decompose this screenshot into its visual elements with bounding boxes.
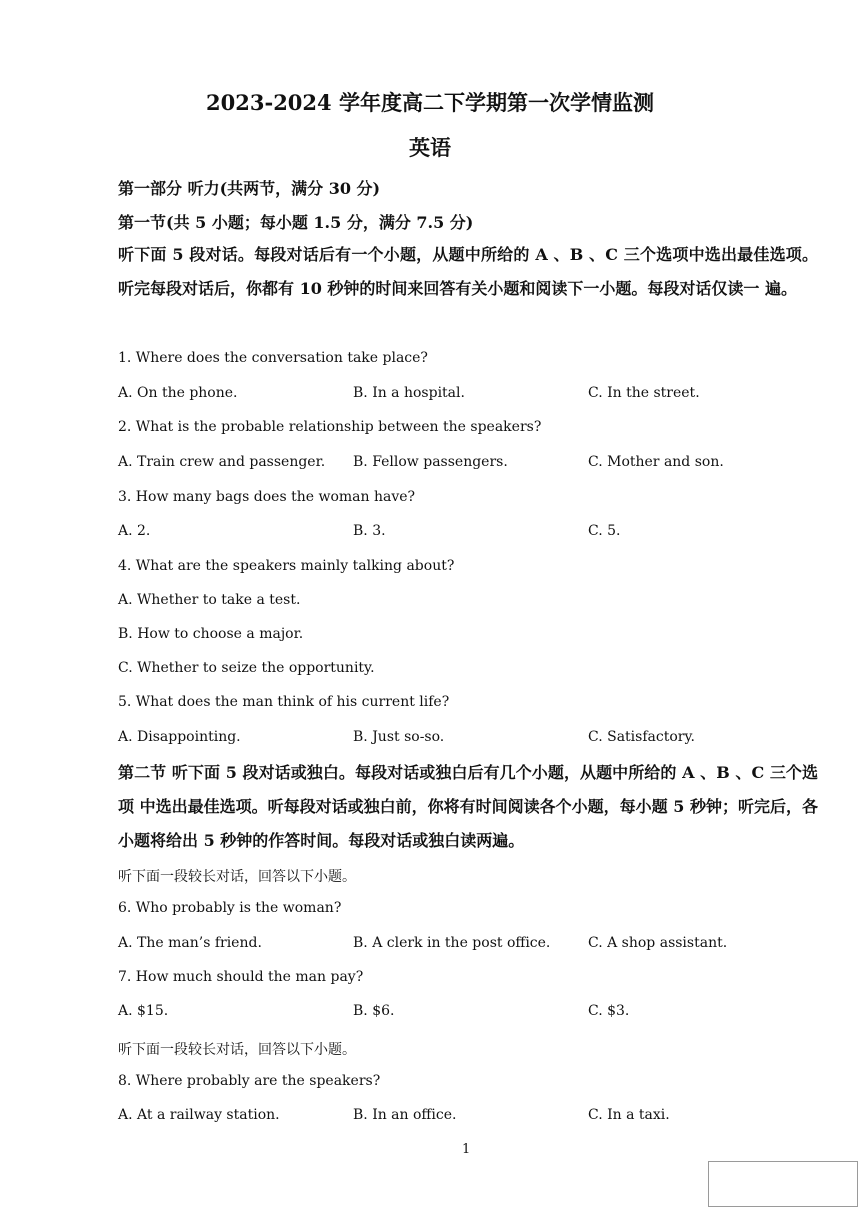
question-3: 3. How many bags does the woman have? [118, 489, 416, 505]
q3-option-b: B. 3. [353, 523, 386, 539]
q8-option-a: A. At a railway station. [118, 1107, 280, 1123]
part1-heading: 第一部分 听力(共两节，满分 30 分) [118, 179, 381, 198]
question-1: 1. Where does the conversation take place? [118, 350, 428, 366]
q1-option-c: C. In the street. [588, 385, 700, 401]
q4-option-c: C. Whether to seize the opportunity. [118, 660, 375, 676]
page-number: 1 [462, 1142, 471, 1157]
q1-option-b: B. In a hospital. [353, 385, 465, 401]
q4-option-a: A. Whether to take a test. [118, 592, 301, 608]
section2-instructions: 第二节 听下面 5 段对话或独白。每段对话或独白后有几个小题，从题中所给的 A 、B 、C 三个选项 中选出最佳选项。听每段对话或独白前，你将有时间阅读各个小题，每小题 5 秒钟；听完后，各小题将给出 5 秒钟的作答时间。每段对话或独白读两遍。 [118, 763, 818, 850]
q8-option-b: B. In an office. [353, 1107, 457, 1123]
q1-option-a: A. On the phone. [118, 385, 238, 401]
q3-option-c: C. 5. [588, 523, 621, 539]
section2-subnote-2: 听下面一段较长对话，回答以下小题。 [118, 1042, 356, 1058]
question-4: 4. What are the speakers mainly talking about? [118, 558, 455, 574]
subject-title: 英语 [409, 135, 451, 160]
exam-title: 2023-2024 学年度高二下学期第一次学情监测 [206, 90, 654, 115]
q6-option-c: C. A shop assistant. [588, 935, 728, 951]
q6-option-a: A. The man’s friend. [118, 935, 262, 951]
q4-option-b: B. How to choose a major. [118, 626, 304, 642]
q5-option-c: C. Satisfactory. [588, 729, 695, 745]
q5-option-b: B. Just so-so. [353, 729, 445, 745]
section2-subnote-1: 听下面一段较长对话，回答以下小题。 [118, 869, 356, 885]
question-2: 2. What is the probable relationship between the speakers? [118, 419, 542, 435]
q2-option-c: C. Mother and son. [588, 454, 724, 470]
q2-option-a: A. Train crew and passenger. [118, 454, 326, 470]
section1-heading: 第一节(共 5 小题；每小题 1.5 分，满分 7.5 分) [118, 213, 474, 232]
q5-option-a: A. Disappointing. [118, 729, 241, 745]
question-5: 5. What does the man think of his current life? [118, 694, 450, 710]
corner-box [708, 1161, 858, 1207]
q7-option-c: C. $3. [588, 1003, 630, 1019]
q3-option-a: A. 2. [118, 523, 151, 539]
question-6: 6. Who probably is the woman? [118, 900, 342, 916]
section1-instructions: 听下面 5 段对话。每段对话后有一个小题，从题中所给的 A 、B 、C 三个选项中选出最佳选项。听完每段对话后，你都有 10 秒钟的时间来回答有关小题和阅读下一小题。每段对话仅读一 遍。 [118, 245, 818, 298]
q8-option-c: C. In a taxi. [588, 1107, 670, 1123]
question-7: 7. How much should the man pay? [118, 969, 364, 985]
q7-option-b: B. $6. [353, 1003, 395, 1019]
q2-option-b: B. Fellow passengers. [353, 454, 508, 470]
q7-option-a: A. $15. [118, 1003, 169, 1019]
question-8: 8. Where probably are the speakers? [118, 1073, 381, 1089]
q6-option-b: B. A clerk in the post office. [353, 935, 551, 951]
